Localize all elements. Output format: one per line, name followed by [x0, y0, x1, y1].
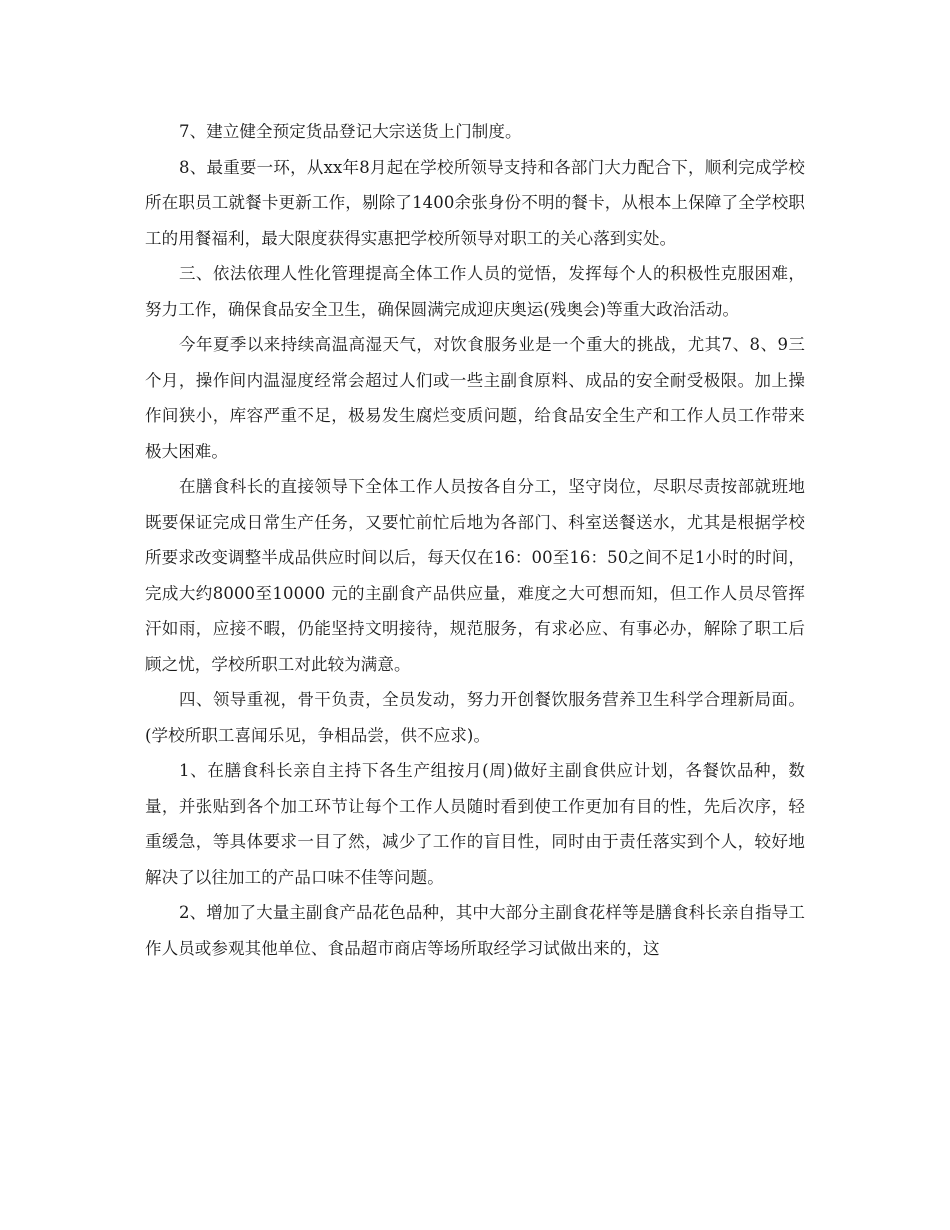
- paragraph-item-2: 2、增加了大量主副食产品花色品种，其中大部分主副食花样等是膳食科长亲自指导工作人员或参观其他单位、食品超市商店等场所取经学习试做出来的，这: [145, 903, 805, 958]
- section-heading-3: 三、依法依理人性化管理提高全体工作人员的觉悟，发挥每个人的积极性克服困难，努力工作，确保食品安全卫生，确保圆满完成迎庆奥运(残奥会)等重大政治活动。: [145, 264, 805, 319]
- paragraph-summer-conditions: 今年夏季以来持续高温高湿天气，对饮食服务业是一个重大的挑战，尤其7、8、9三个月，操作间内温湿度经常会超过人们或一些主副食原料、成品的安全耐受极限。加上操作间狭小，库容严重不足，极易发生腐烂变质问题，给食品安全生产和工作人员工作带来极大困难。: [145, 335, 805, 461]
- paragraph-item-1: 1、在膳食科长亲自主持下各生产组按月(周)做好主副食供应计划，各餐饮品种，数量，并张贴到各个加工环节让每个工作人员随时看到使工作更加有目的性，先后次序，轻重缓急，等具体要求一目了然，减少了工作的盲目性，同时由于责任落实到个人，较好地解决了以往加工的产品口味不佳等问题。: [145, 761, 806, 887]
- paragraph-item-7: 7、建立健全预定货品登记大宗送货上门制度。: [179, 122, 522, 141]
- section-heading-4: 四、领导重视，骨干负责，全员发动，努力开创餐饮服务营养卫生科学合理新局面。(学校所职工喜闻乐见，争相品尝，供不应求)。: [145, 690, 805, 745]
- document-body: [145, 114, 805, 966]
- paragraph-item-8: 8、最重要一环，从xx年8月起在学校所领导支持和各部门大力配合下，顺利完成学校所在职员工就餐卡更新工作，剔除了1400余张身份不明的餐卡，从根本上保障了全学校职工的用餐福利，最大限度获得实惠把学校所领导对职工的关心落到实处。: [145, 157, 805, 248]
- paragraph-staff-work: 在膳食科长的直接领导下全体工作人员按各自分工，坚守岗位，尽职尽责按部就班地既要保证完成日常生产任务，又要忙前忙后地为各部门、科室送餐送水，尤其是根据学校所要求改变调整半成品供应时间以后，每天仅在16：00至16：50之间不足1小时的时间，完成大约8000至10000 元的主副食产品供应量，难度之大可想而知，但工作人员尽管挥汗如雨，应接不暇，仍能坚持文明接待，规范服务，有求必应、有事必办，解除了职工后顾之忧，学校所职工对此较为满意。: [145, 477, 805, 674]
